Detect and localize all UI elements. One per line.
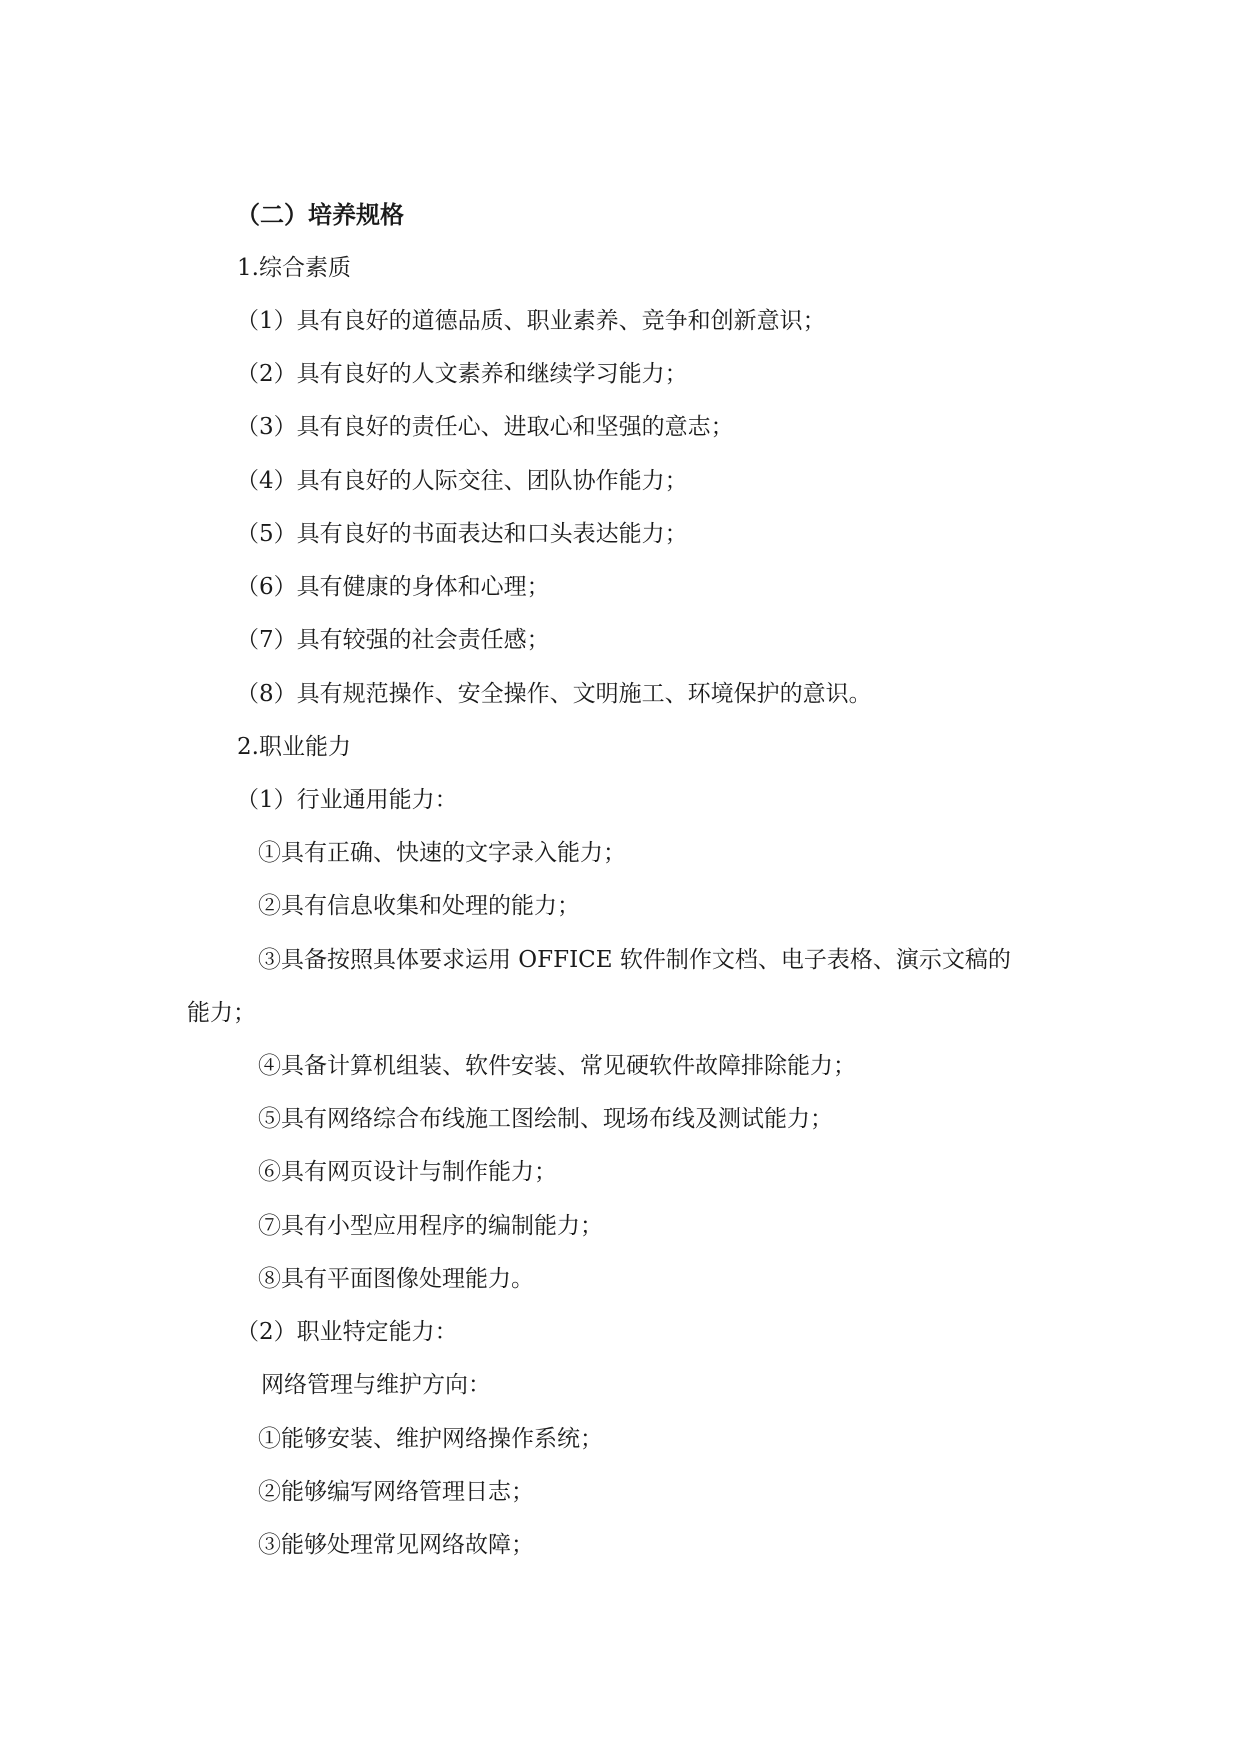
specific-ability-title: （2）职业特定能力： <box>236 1319 458 1345</box>
list-item: ①具有正确、快速的文字录入能力； <box>258 840 626 866</box>
list-item: ④具备计算机组装、软件安装、常见硬软件故障排除能力； <box>258 1053 856 1079</box>
list-item: ②能够编写网络管理日志； <box>258 1479 534 1505</box>
list-item: （1）具有良好的道德品质、职业素养、竞争和创新意识； <box>236 308 826 334</box>
part2-title: 2.职业能力 <box>237 734 351 760</box>
list-item: （8）具有规范操作、安全操作、文明施工、环境保护的意识。 <box>236 681 872 707</box>
direction-label: 网络管理与维护方向： <box>261 1372 491 1398</box>
list-item: ③能够处理常见网络故障； <box>258 1532 534 1558</box>
list-item: （4）具有良好的人际交往、团队协作能力； <box>236 468 688 494</box>
part1-title: 1.综合素质 <box>237 255 351 281</box>
list-item: （5）具有良好的书面表达和口头表达能力； <box>236 521 688 547</box>
list-item-continuation: 能力； <box>187 1000 256 1026</box>
list-item: ①能够安装、维护网络操作系统； <box>258 1426 603 1452</box>
list-item: ⑧具有平面图像处理能力。 <box>258 1266 534 1292</box>
list-item: ⑥具有网页设计与制作能力； <box>258 1159 557 1185</box>
general-ability-title: （1）行业通用能力： <box>236 787 458 813</box>
list-item: （2）具有良好的人文素养和继续学习能力； <box>236 361 688 387</box>
list-item: ⑦具有小型应用程序的编制能力； <box>258 1213 603 1239</box>
list-item: ②具有信息收集和处理的能力； <box>258 893 580 919</box>
list-item: ③具备按照具体要求运用 OFFICE 软件制作文档、电子表格、演示文稿的 <box>258 947 1011 973</box>
list-item: ⑤具有网络综合布线施工图绘制、现场布线及测试能力； <box>258 1106 833 1132</box>
list-item: （6）具有健康的身体和心理； <box>236 574 550 600</box>
list-item: （7）具有较强的社会责任感； <box>236 627 550 653</box>
list-item: （3）具有良好的责任心、进取心和坚强的意志； <box>236 414 734 440</box>
section-heading: （二）培养规格 <box>236 200 404 229</box>
